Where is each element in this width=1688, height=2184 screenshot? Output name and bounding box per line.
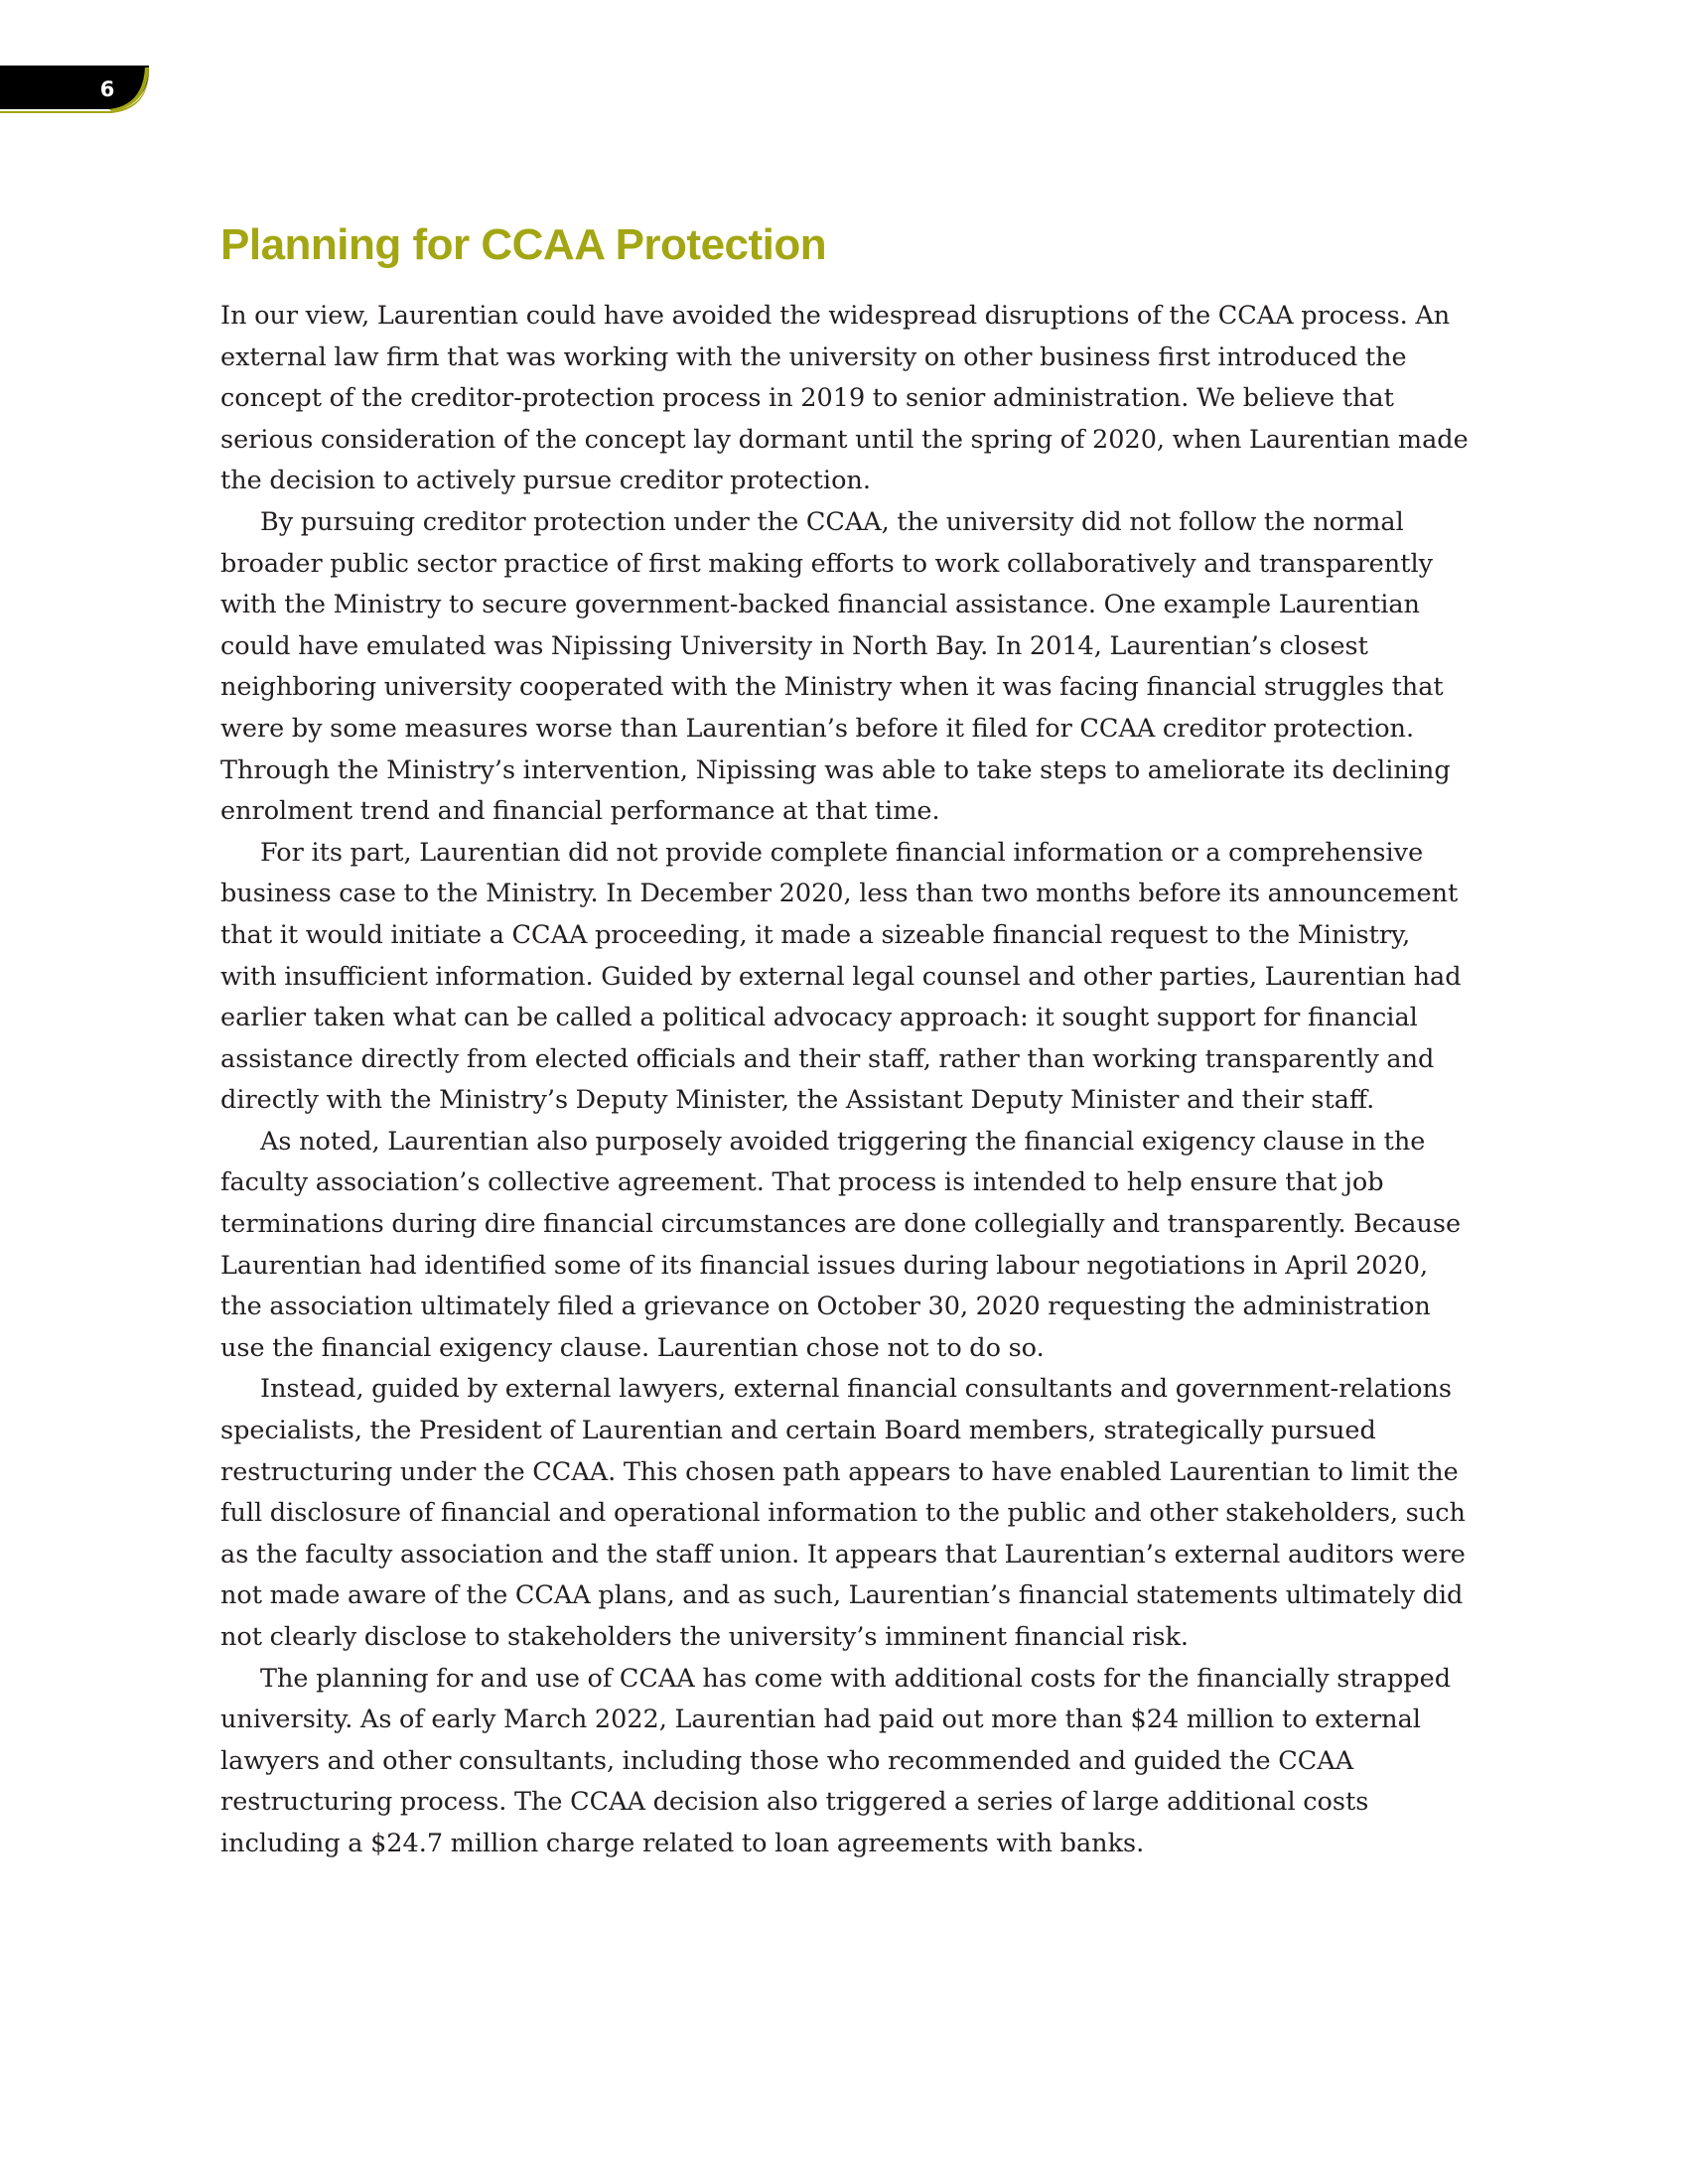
page-tab-shape (0, 66, 149, 113)
paragraph-3: For its part, Laurentian did not provide complete financial information or a comprehensive business case to the Ministry. In December 2020, less than two months before its announcement that it would initiate a CCAA proceeding, it made a sizeable financial request to the Ministry, with insufficient information. Guided by external legal counsel and other parties, Laurentian had earlier taken what can be called a political advocacy approach: it sought support for financial assistance directly from elected officials and their staff, rather than working transparently and directly with the Ministry’s Deputy Minister, the Assistant Deputy Minister and their staff. (220, 837, 1462, 1116)
page-number: 6 (99, 77, 115, 101)
page-number-tab (0, 66, 149, 113)
paragraph-4: As noted, Laurentian also purposely avoided triggering the financial exigency clause in the faculty association’s collective agreement. That process is intended to help ensure that job terminations during dire financial circumstances are done collegially and transparently. Because Laurentian had identified some of its financial issues during labour negotiations in April 2020, the association ultimately filed a grievance on October 30, 2020 requesting the administration use the financial exigency clause. Laurentian chose not to do so. (220, 1126, 1462, 1363)
paragraph-1: In our view, Laurentian could have avoided the widespread disruptions of the CCAA process. An external law firm that was working with the university on other business first introduced the concept of the creditor-protection process in 2019 to senior administration. We believe that serious consideration of the concept lay dormant until the spring of 2020, when Laurentian made the decision to actively pursue creditor protection. (220, 301, 1469, 496)
body-text (220, 296, 1472, 1865)
section-title: Planning for CCAA Protection (220, 220, 827, 269)
paragraph-6: The planning for and use of CCAA has come with additional costs for the financially strapped university. As of early March 2022, Laurentian had paid out more than $24 million to external lawyers and other consultants, including those who recommended and guided the CCAA restructuring process. The CCAA decision also triggered a series of large additional costs including a $24.7 million charge related to loan agreements with banks. (220, 1663, 1452, 1858)
paragraph-2: By pursuing creditor protection under the CCAA, the university did not follow the normal broader public sector practice of first making efforts to work collaboratively and transparently with the Ministry to secure government-backed financial assistance. One example Laurentian could have emulated was Nipissing University in North Bay. In 2014, Laurentian’s closest neighboring university cooperated with the Ministry when it was facing financial struggles that were by some measures worse than Laurentian’s before it filed for CCAA creditor protection. Through the Ministry’s intervention, Nipissing was able to take steps to ameliorate its declining enrolment trend and financial performance at that time. (220, 506, 1451, 827)
paragraph-5: Instead, guided by external lawyers, external financial consultants and government-relations specialists, the President of Laurentian and certain Board members, strategically pursued restructuring under the CCAA. This chosen path appears to have enabled Laurentian to limit the full disclosure of financial and operational information to the public and other stakeholders, such as the faculty association and the staff union. It appears that Laurentian’s external auditors were not made aware of the CCAA plans, and as such, Laurentian’s financial statements ultimately did not clearly disclose to stakeholders the university’s imminent financial risk. (220, 1374, 1466, 1652)
